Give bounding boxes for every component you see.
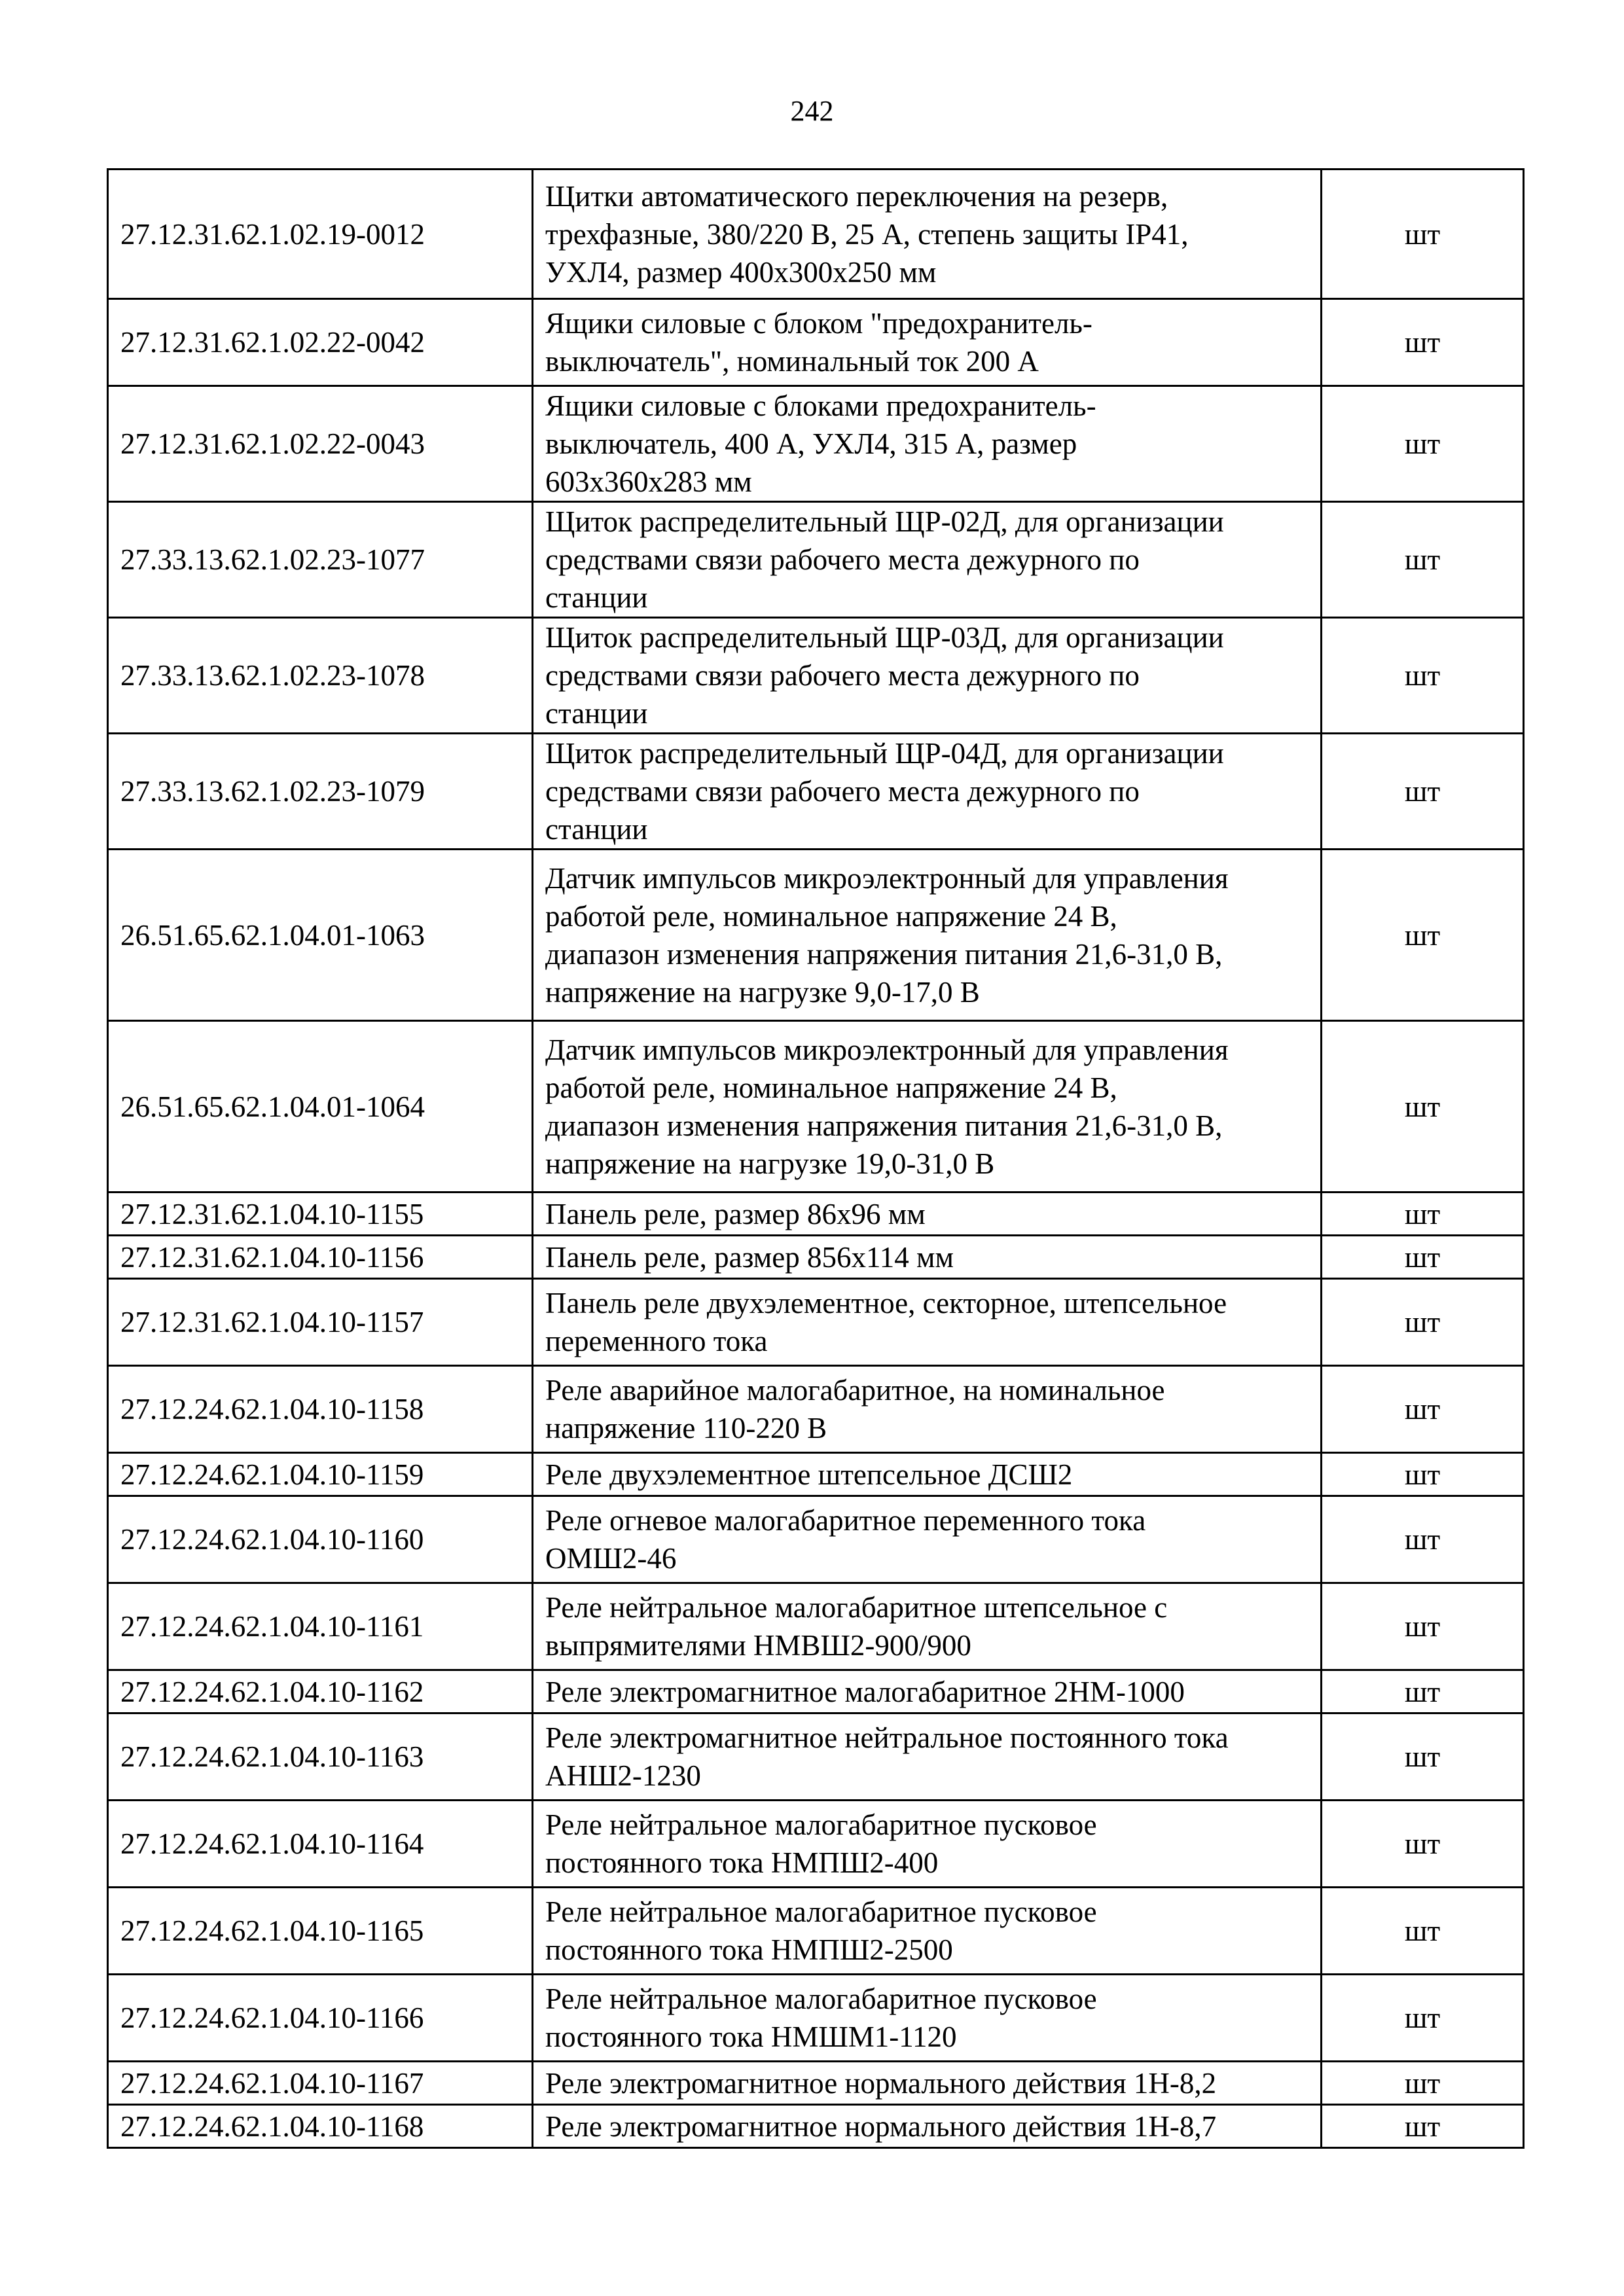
table-row xyxy=(108,850,1524,1021)
item-description-cell xyxy=(533,1583,1322,1670)
item-unit: шт xyxy=(1322,2062,1524,2105)
item-description: Реле нейтральное малогабаритное пусковое постоянного тока НМПШ2-400 xyxy=(545,1808,1097,1879)
table-row xyxy=(108,1670,1524,1713)
item-code: 27.33.13.62.1.02.23-1079 xyxy=(108,734,533,850)
item-unit: шт xyxy=(1322,299,1524,386)
item-description: Щитки автоматического переключения на резерв, трехфазные, 380/220 В, 25 А, степень защиты IP41, УХЛ4, размер 400х300х250 мм xyxy=(545,179,1189,289)
item-unit: шт xyxy=(1322,734,1524,850)
item-description-cell xyxy=(533,2062,1322,2105)
item-unit: шт xyxy=(1322,2105,1524,2148)
item-unit: шт xyxy=(1322,1496,1524,1583)
item-unit: шт xyxy=(1322,850,1524,1021)
item-description: Ящики силовые с блоками предохранитель- выключатель, 400 А, УХЛ4, 315 А, размер 603х360х283 мм xyxy=(545,389,1096,498)
item-code: 26.51.65.62.1.04.01-1064 xyxy=(108,1021,533,1193)
item-description: Реле электромагнитное нормального действия 1Н-8,7 xyxy=(545,2109,1217,2143)
table-row xyxy=(108,1975,1524,2062)
item-code: 27.12.31.62.1.04.10-1157 xyxy=(108,1279,533,1366)
item-unit: шт xyxy=(1322,1801,1524,1888)
item-description-cell xyxy=(533,1366,1322,1453)
item-unit: шт xyxy=(1322,1021,1524,1193)
item-description-cell xyxy=(533,502,1322,618)
table-row xyxy=(108,2105,1524,2148)
item-description: Реле огневое малогабаритное переменного тока ОМШ2-46 xyxy=(545,1504,1146,1575)
item-description: Панель реле, размер 86х96 мм xyxy=(545,1197,926,1230)
item-description-cell xyxy=(533,1021,1322,1193)
page-number: 242 xyxy=(790,95,834,127)
item-code: 27.12.24.62.1.04.10-1165 xyxy=(108,1888,533,1975)
item-code: 27.12.24.62.1.04.10-1159 xyxy=(108,1453,533,1496)
item-unit: шт xyxy=(1322,1279,1524,1366)
item-code: 27.33.13.62.1.02.23-1078 xyxy=(108,618,533,734)
item-description: Щиток распределительный ЩР-02Д, для организации средствами связи рабочего места дежурного по станции xyxy=(545,505,1224,614)
item-description: Реле электромагнитное малогабаритное 2НМ-1000 xyxy=(545,1675,1185,1708)
item-unit: шт xyxy=(1322,1975,1524,2062)
item-unit: шт xyxy=(1322,1366,1524,1453)
item-code: 27.12.31.62.1.02.22-0042 xyxy=(108,299,533,386)
item-code: 27.12.31.62.1.04.10-1155 xyxy=(108,1193,533,1236)
item-unit: шт xyxy=(1322,618,1524,734)
item-description: Панель реле двухэлементное, секторное, штепсельное переменного тока xyxy=(545,1287,1227,1357)
item-description-cell xyxy=(533,734,1322,850)
item-description-cell xyxy=(533,299,1322,386)
item-description: Реле двухэлементное штепсельное ДСШ2 xyxy=(545,1458,1073,1491)
table-row xyxy=(108,734,1524,850)
item-unit: шт xyxy=(1322,1713,1524,1801)
item-code: 26.51.65.62.1.04.01-1063 xyxy=(108,850,533,1021)
item-description-cell xyxy=(533,2105,1322,2148)
item-description-cell xyxy=(533,850,1322,1021)
item-description: Щиток распределительный ЩР-04Д, для организации средствами связи рабочего места дежурного по станции xyxy=(545,737,1224,846)
item-unit: шт xyxy=(1322,1453,1524,1496)
item-unit: шт xyxy=(1322,502,1524,618)
table-row xyxy=(108,1193,1524,1236)
item-unit: шт xyxy=(1322,386,1524,502)
table-row xyxy=(108,1453,1524,1496)
item-description-cell xyxy=(533,1193,1322,1236)
item-code: 27.12.24.62.1.04.10-1164 xyxy=(108,1801,533,1888)
table-row xyxy=(108,1236,1524,1279)
item-description: Реле электромагнитное нейтральное постоянного тока АНШ2-1230 xyxy=(545,1721,1229,1792)
item-description-cell xyxy=(533,1888,1322,1975)
item-description-cell xyxy=(533,1801,1322,1888)
item-description: Реле аварийное малогабаритное, на номинальное напряжение 110-220 В xyxy=(545,1374,1165,1444)
item-description: Датчик импульсов микроэлектронный для управления работой реле, номинальное напряжение 24 В, диапазон изменения напряжения питания 21,6-31,0 В, напряжение на нагрузке 19,0-31,0 В xyxy=(545,1033,1229,1180)
table-row xyxy=(108,1366,1524,1453)
table-row xyxy=(108,1888,1524,1975)
table-row xyxy=(108,386,1524,502)
item-code: 27.12.24.62.1.04.10-1163 xyxy=(108,1713,533,1801)
table-row xyxy=(108,1279,1524,1366)
table-row xyxy=(108,170,1524,299)
table-row xyxy=(108,1583,1524,1670)
table-row xyxy=(108,2062,1524,2105)
item-description: Датчик импульсов микроэлектронный для управления работой реле, номинальное напряжение 24 В, диапазон изменения напряжения питания 21,6-31,0 В, напряжение на нагрузке 9,0-17,0 В xyxy=(545,861,1229,1009)
item-unit: шт xyxy=(1322,170,1524,299)
item-description-cell xyxy=(533,1713,1322,1801)
items-table xyxy=(107,168,1525,2149)
item-description: Реле нейтральное малогабаритное пусковое постоянного тока НМПШ2-2500 xyxy=(545,1895,1097,1966)
table-row xyxy=(108,1713,1524,1801)
item-code: 27.12.24.62.1.04.10-1167 xyxy=(108,2062,533,2105)
item-description-cell xyxy=(533,1453,1322,1496)
item-description-cell xyxy=(533,386,1322,502)
item-description: Реле нейтральное малогабаритное штепсельное с выпрямителями НМВШ2-900/900 xyxy=(545,1591,1168,1662)
item-code: 27.12.24.62.1.04.10-1160 xyxy=(108,1496,533,1583)
table-row xyxy=(108,502,1524,618)
item-code: 27.12.31.62.1.04.10-1156 xyxy=(108,1236,533,1279)
item-description: Щиток распределительный ЩР-03Д, для организации средствами связи рабочего места дежурного по станции xyxy=(545,621,1224,730)
table-row xyxy=(108,618,1524,734)
item-unit: шт xyxy=(1322,1670,1524,1713)
item-code: 27.12.31.62.1.02.19-0012 xyxy=(108,170,533,299)
table-row xyxy=(108,299,1524,386)
item-description-cell xyxy=(533,1670,1322,1713)
item-code: 27.12.24.62.1.04.10-1168 xyxy=(108,2105,533,2148)
item-description-cell xyxy=(533,618,1322,734)
item-code: 27.33.13.62.1.02.23-1077 xyxy=(108,502,533,618)
table-row xyxy=(108,1496,1524,1583)
item-unit: шт xyxy=(1322,1888,1524,1975)
item-description: Ящики силовые с блоком "предохранитель- выключатель", номинальный ток 200 А xyxy=(545,307,1092,378)
item-description-cell xyxy=(533,1279,1322,1366)
item-description-cell xyxy=(533,170,1322,299)
item-description-cell xyxy=(533,1236,1322,1279)
item-code: 27.12.31.62.1.02.22-0043 xyxy=(108,386,533,502)
item-unit: шт xyxy=(1322,1236,1524,1279)
item-code: 27.12.24.62.1.04.10-1166 xyxy=(108,1975,533,2062)
item-code: 27.12.24.62.1.04.10-1161 xyxy=(108,1583,533,1670)
item-unit: шт xyxy=(1322,1193,1524,1236)
table-row xyxy=(108,1801,1524,1888)
item-code: 27.12.24.62.1.04.10-1158 xyxy=(108,1366,533,1453)
item-description: Панель реле, размер 856х114 мм xyxy=(545,1240,954,1274)
item-description-cell xyxy=(533,1975,1322,2062)
item-description: Реле нейтральное малогабаритное пусковое постоянного тока НМШМ1-1120 xyxy=(545,1982,1097,2053)
item-code: 27.12.24.62.1.04.10-1162 xyxy=(108,1670,533,1713)
table-row xyxy=(108,1021,1524,1193)
item-description-cell xyxy=(533,1496,1322,1583)
item-description: Реле электромагнитное нормального действия 1Н-8,2 xyxy=(545,2066,1217,2100)
item-unit: шт xyxy=(1322,1583,1524,1670)
